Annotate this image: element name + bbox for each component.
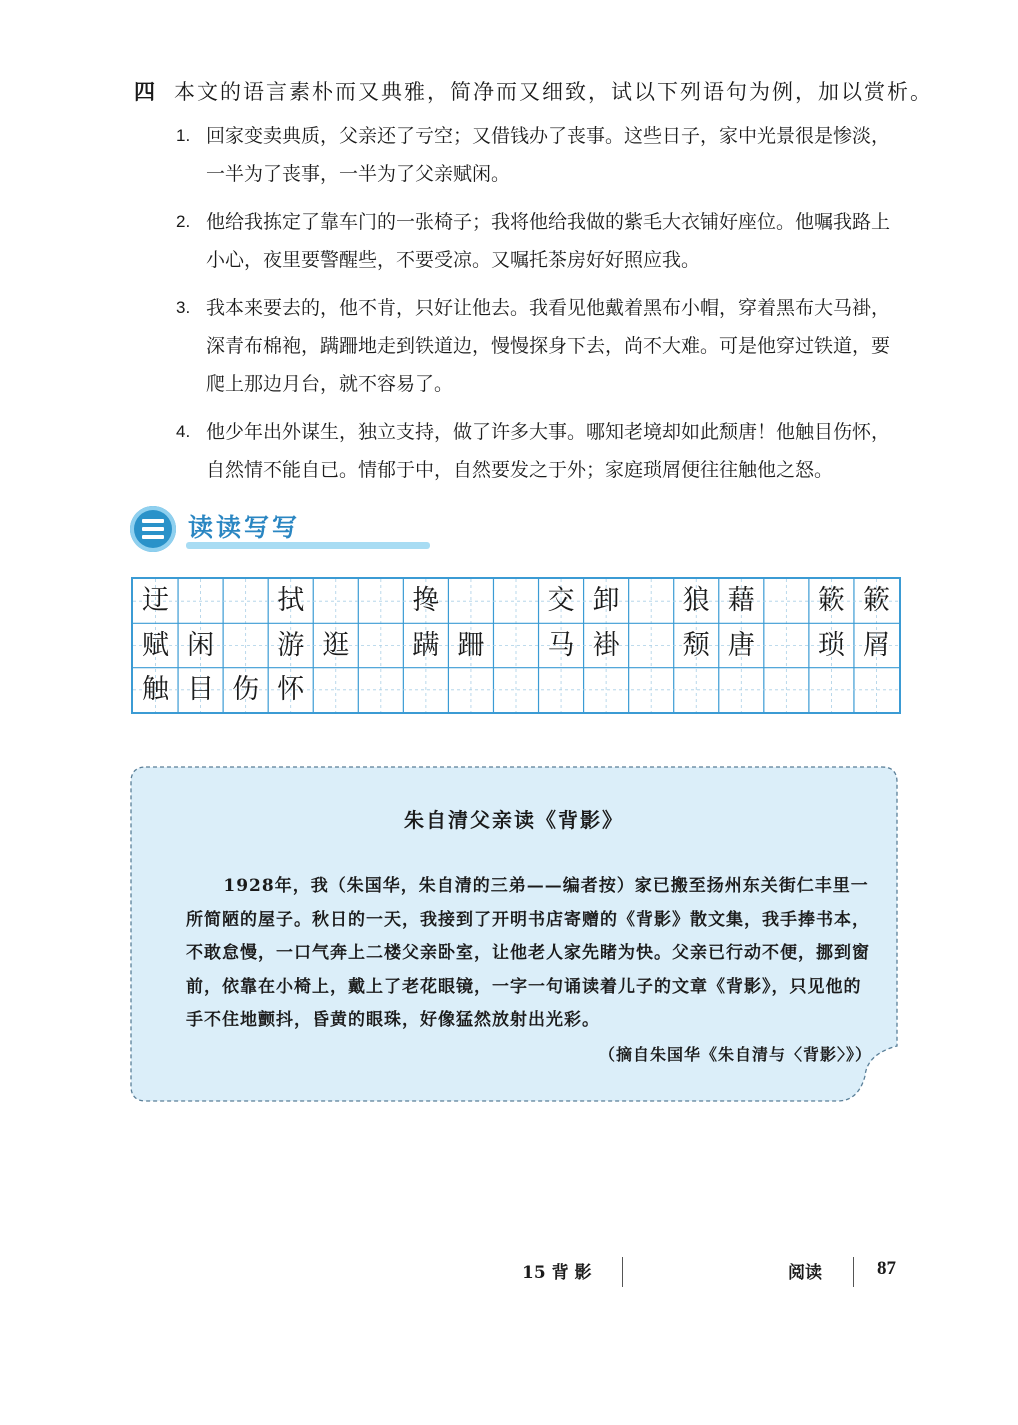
question-item [176,117,906,193]
item-text: 我本来要去的，他不肯，只好让他去。我看见他戴着黑布小帽，穿着黑布大马褂，深青布棉袍，蹒跚地走到铁道边，慢慢探身下去，尚不大难。可是他穿过铁道，要爬上那边月台，就不容易了。 [206,297,891,395]
vocab-char: 颓 [682,629,710,661]
vocab-char: 狼 [682,585,710,617]
item-text: 他少年出外谋生，独立支持，做了许多大事。哪知老境却如此颓唐！他触目伤怀，自然情不能自已。情郁于中，自然要发之于外；家庭琐屑便往往触他之怒。 [206,421,891,481]
vocab-char: 唐 [727,629,755,661]
vocab-char: 怀 [277,673,305,705]
vocab-char: 簌 [862,585,890,617]
vocab-char: 闲 [187,629,215,661]
note-source: （摘自朱国华《朱自清与〈背影〉》） [598,1045,872,1064]
question-item [176,203,906,279]
page-number: 87 [877,1258,896,1279]
item-text: 回家变卖典质，父亲还了亏空；又借钱办了丧事。这些日子，家中光景很是惨淡，一半为了丧事，一半为了父亲赋闲。 [206,125,891,185]
note-title: 朱自清父亲读《背影》 [404,808,624,832]
question-item [176,413,906,489]
reading-note [130,766,898,1102]
footer-section: 阅读 [788,1263,822,1283]
footer-divider [853,1257,854,1287]
vocab-char: 迂 [142,585,170,617]
vocab-char: 跚 [457,629,485,661]
vocab-char: 触 [142,673,170,705]
question-items [176,117,906,499]
vocab-char: 拭 [277,585,305,617]
question-item [176,289,906,403]
question-header [134,76,933,106]
vocab-char: 目 [187,673,215,705]
section-number-icon [130,506,176,552]
note-body: 1928年，我（朱国华，朱自清的三弟——编者按）家已搬至扬州东关街仁丰里一所简陋的屋子。秋日的一天，我接到了开明书店寄赠的《背影》散文集，我手捧书本，不敢怠慢，一口气奔上二楼父亲卧室，让他老人家先睹为快。父亲已行动不便，挪到窗前，依靠在小椅上，戴上了老花眼镜，一字一句诵读着儿子的文章《背影》，只见他的手不住地颤抖，昏黄的眼珠，好像猛然放射出光彩。 [186,876,870,1030]
vocab-grid [131,577,901,714]
vocab-char: 褂 [592,629,620,661]
vocab-char: 游 [277,629,305,661]
vocab-char: 琐 [817,629,845,661]
item-number: 1. [176,126,191,145]
vocab-char: 逛 [322,629,350,661]
section-heading [130,504,430,558]
vocab-char: 赋 [142,629,170,661]
section-title: 读读写写 [188,513,301,542]
vocab-char: 蹒 [412,629,440,661]
item-text: 他给我拣定了靠车门的一张椅子；我将他给我做的紫毛大衣铺好座位。他嘱我路上小心，夜里要警醒些，不要受凉。又嘱托茶房好好照应我。 [206,211,891,271]
vocab-char: 屑 [862,629,890,661]
footer-lesson: 15 背 影 [522,1263,592,1283]
vocab-char: 马 [547,629,575,661]
question-text: 本文的语言素朴而又典雅，简净而又细致，试以下列语句为例，加以赏析。 [174,80,933,104]
vocab-char: 伤 [232,673,260,705]
vocab-char: 藉 [727,585,755,617]
vocab-char: 交 [547,585,575,617]
item-number: 2. [176,212,191,231]
vocab-char: 搀 [412,585,440,617]
question-number: 四 [134,79,157,104]
item-number: 4. [176,422,191,441]
footer-divider [622,1257,623,1287]
item-number: 3. [176,298,191,317]
vocab-char: 卸 [592,585,620,617]
vocab-char: 簌 [817,585,845,617]
